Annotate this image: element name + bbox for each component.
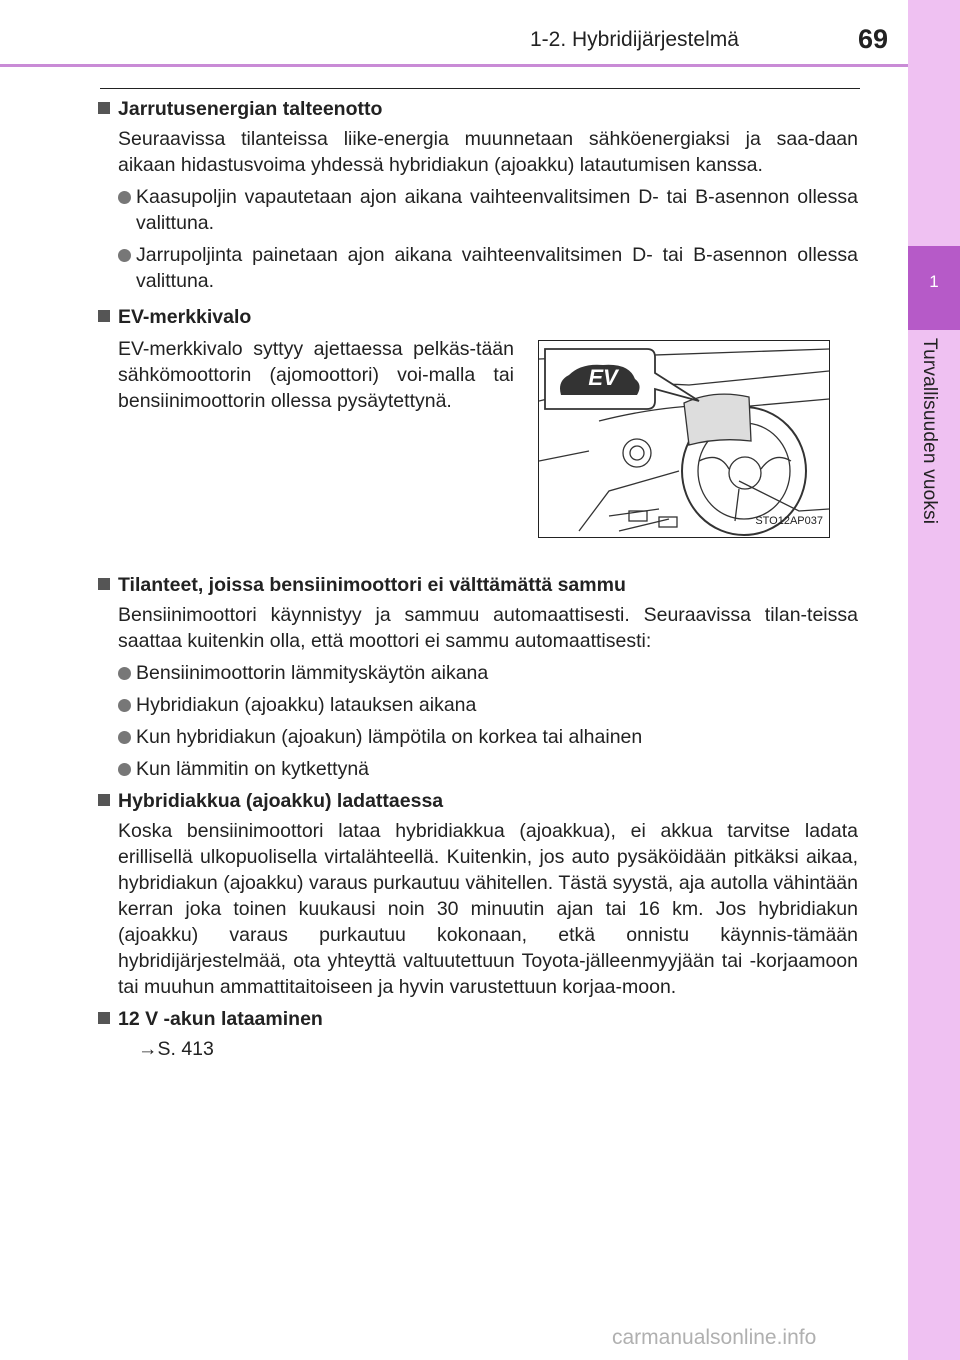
chapter-tab[interactable] [908,246,960,330]
section-heading-brake [98,96,858,122]
figure-code: STO12AP037 [755,515,823,527]
watermark: carmanualsonline.info [612,1326,817,1349]
square-bullet-icon [98,794,110,806]
square-bullet-icon [98,310,110,322]
header-divider [0,64,908,67]
page-content [98,96,858,1068]
list-item-text: Jarrupoljinta painetaan ajon aikana vaihteenvalitsimen D- tai B-asennon ollessa valittuna. [136,244,858,292]
heading-text: 12 V -akun lataaminen [118,1008,323,1030]
square-bullet-icon [98,578,110,590]
section-heading-ev [98,304,858,330]
page-reference-link[interactable]: →S. 413 [138,1038,214,1060]
chapter-number: 1 [929,272,939,291]
list-item-text: Kun hybridiakun (ajoakun) lämpötila on korkea tai alhainen [136,726,643,748]
list-item-text: Hybridiakun (ajoakku) latauksen aikana [136,694,477,716]
square-bullet-icon [98,1012,110,1024]
list-item-text: Bensiinimoottorin lämmityskäytön aikana [136,662,489,684]
square-bullet-icon [98,102,110,114]
ev-row [118,334,858,572]
heading-text: Tilanteet, joissa bensiinimoottori ei välttämättä sammu [118,574,626,596]
list-item [118,724,858,750]
list-item [118,242,858,294]
section-heading-charging [98,788,858,814]
section-heading-engine [98,572,858,598]
list-item-text: Kun lämmitin on kytkettynä [136,758,370,780]
round-bullet-icon [118,731,131,744]
running-header-section: 1-2. Hybridijärjestelmä [530,28,739,51]
content-top-rule [100,88,860,89]
list-item-text: Kaasupoljin vapautetaan ajon aikana vaihteenvalitsimen D- tai B-asennon ollessa valittuna. [136,186,858,234]
ev-indicator-illustration [538,340,830,538]
page-number: 69 [858,24,889,54]
round-bullet-icon [118,249,131,262]
list-item [118,692,858,718]
heading-text: EV-merkkivalo [118,306,252,328]
chapter-label: Turvallisuuden vuoksi [919,338,940,525]
list-item [118,660,858,686]
round-bullet-icon [118,191,131,204]
round-bullet-icon [118,699,131,712]
section-heading-battery12 [98,1006,858,1032]
engine-paragraph: Bensiinimoottori käynnistyy ja sammuu automaattisesti. Seuraavissa tilan-teissa saattaa kuitenkin olla, että moottori ei sammu automaattisesti: [118,604,858,652]
ev-badge-text: EV [588,365,618,390]
list-item [118,184,858,236]
list-item [118,756,858,782]
charging-paragraph: Koska bensiinimoottori lataa hybridiakkua (ajoakkua), ei akkua tarvitse ladata erillisellä ulkopuolisella virtalähteellä. Kuitenkin, jos auto pysäköidään pitkäksi aikaa, hybridiakun (ajoakku) varaus purkautuu vähitellen. Tästä syystä, aja autolla vähintään kerran joka toinen kuukausi noin 30 minuutin ajan tai 16 km. Jos hybridiakun (ajoakku) varaus purkautuu kokonaan, etkä onnistu käynnis-tämään hybridijärjestelmää, ota yhteyttä valtuutettuun Toyota-jälleenmyyjään tai -korjaamoon tai muuhun ammattitaitoiseen ja hyvin varustettuun korjaa-moon. [118,820,858,998]
heading-text: Hybridiakkua (ajoakku) ladattaessa [118,790,444,812]
round-bullet-icon [118,763,131,776]
heading-text: Jarrutusenergian talteenotto [118,98,383,120]
side-tab-strip [908,0,960,1360]
brake-paragraph: Seuraavissa tilanteissa liike-energia muunnetaan sähköenergiaksi ja saa-daan aikaan hidastusvoima yhdessä hybridiakun (ajoakku) latautumisen kanssa. [118,128,858,176]
ev-paragraph: EV-merkkivalo syttyy ajettaessa pelkäs-tään sähkömoottorin (ajomoottori) voi-malla tai bensiinimoottorin ollessa pysäytettynä. [118,338,514,412]
round-bullet-icon [118,667,131,680]
